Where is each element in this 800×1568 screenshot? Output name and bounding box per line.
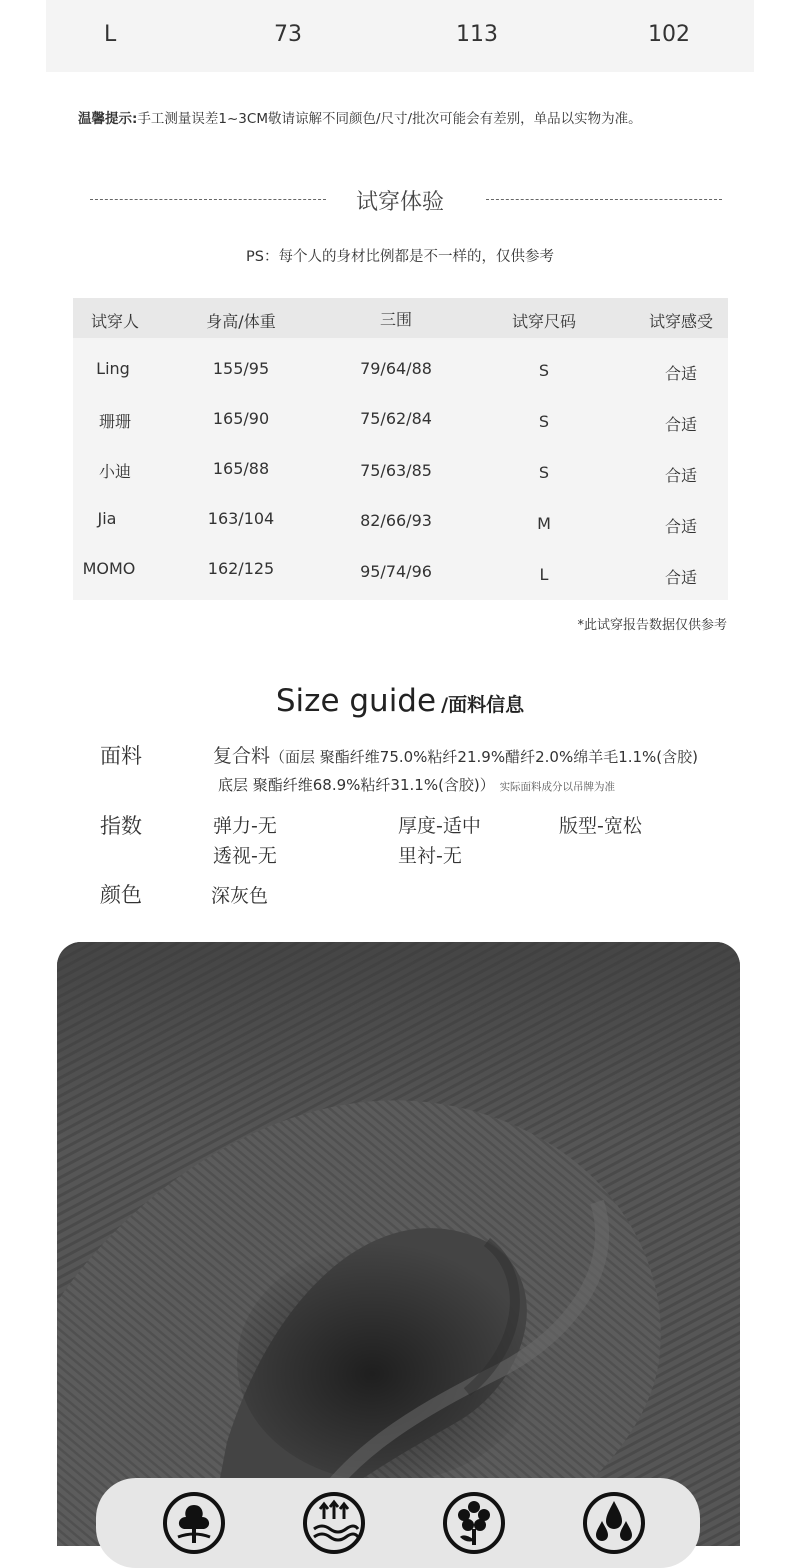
size: S (538, 361, 550, 380)
header-measurements: 三围 (379, 310, 413, 329)
index-label: 指数 (100, 814, 142, 838)
fabric-texture (57, 942, 740, 1546)
lining: 里衬-无 (398, 845, 462, 867)
fabric-line-2-wrap (218, 774, 615, 795)
size-value-2: 113 (456, 22, 498, 47)
measurements: 79/64/88 (360, 359, 432, 378)
size: S (538, 412, 550, 431)
thickness: 厚度-适中 (398, 815, 481, 837)
fit-table-header (73, 298, 728, 338)
size-cell: L (104, 22, 117, 47)
fit-ps-note: PS：每个人的身材比例都是不一样的，仅供参考 (246, 249, 554, 265)
fabric-note: 实际面料成分以吊牌为准 (499, 781, 616, 793)
height-weight: 165/88 (212, 459, 270, 478)
fabric-label: 面料 (100, 744, 142, 768)
header-feeling: 试穿感受 (648, 312, 714, 331)
right-dashed-divider (486, 199, 722, 200)
size-value-1: 73 (274, 22, 302, 47)
tester-name: 小迪 (98, 462, 132, 481)
size: M (537, 514, 551, 533)
size-guide-title-en: Size guide (275, 683, 437, 719)
feeling: 合适 (664, 568, 698, 587)
measurements: 95/74/96 (360, 562, 432, 581)
fabric-composition (213, 741, 698, 768)
size-value-3: 102 (648, 22, 690, 47)
warm-tip-text: 手工测量误差1~3CM敬请谅解不同颜色/尺寸/批次可能会有差别，单品以实物为准。 (137, 111, 642, 127)
fit-table (73, 298, 728, 600)
transparency: 透视-无 (213, 845, 277, 867)
flower-icon (442, 1491, 506, 1555)
size-table-row-l (46, 0, 754, 72)
color-value: 深灰色 (211, 885, 269, 907)
size-guide-title-cn: /面料信息 (441, 694, 525, 716)
header-size: 试穿尺码 (511, 312, 577, 331)
fit-section-title: 试穿体验 (355, 190, 444, 215)
height-weight: 155/95 (212, 359, 270, 378)
fabric-line-2: 底层 聚酯纤维68.9%粘纤31.1%(含胶)） (218, 776, 495, 794)
measurements: 75/62/84 (360, 409, 432, 428)
warm-tip (78, 107, 642, 127)
tree-icon (162, 1491, 226, 1555)
tester-name: Ling (96, 359, 130, 378)
color-label: 颜色 (100, 883, 142, 907)
elasticity: 弹力-无 (213, 815, 277, 837)
tester-name: 珊珊 (98, 412, 132, 431)
measurements: 82/66/93 (360, 511, 432, 530)
tester-name: Jia (97, 509, 117, 528)
size: S (538, 463, 550, 482)
feeling: 合适 (664, 517, 698, 536)
fit-section-heading (0, 180, 800, 220)
header-height-weight: 身高/体重 (206, 312, 276, 331)
height-weight: 165/90 (212, 409, 270, 428)
fabric-line-1: （面层 聚酯纤维75.0%粘纤21.9%醋纤2.0%绵羊毛1.1%(含胶) (270, 748, 699, 766)
tester-name: MOMO (82, 559, 136, 578)
fabric-main: 复合料 (213, 745, 271, 767)
fit-table-note: *此试穿报告数据仅供参考 (577, 618, 727, 633)
feeling: 合适 (664, 415, 698, 434)
fit-type: 版型-宽松 (559, 815, 642, 837)
size: L (539, 565, 549, 584)
height-weight: 162/125 (207, 559, 275, 578)
warm-tip-label: 温馨提示: (78, 111, 138, 127)
water-drops-icon (582, 1491, 646, 1555)
breathable-wave-icon (302, 1491, 366, 1555)
header-tester: 试穿人 (90, 312, 140, 331)
height-weight: 163/104 (207, 509, 275, 528)
size-guide-title (0, 683, 800, 719)
feeling: 合适 (664, 364, 698, 383)
fabric-photo (57, 942, 740, 1546)
feeling: 合适 (664, 466, 698, 485)
measurements: 75/63/85 (360, 461, 432, 480)
